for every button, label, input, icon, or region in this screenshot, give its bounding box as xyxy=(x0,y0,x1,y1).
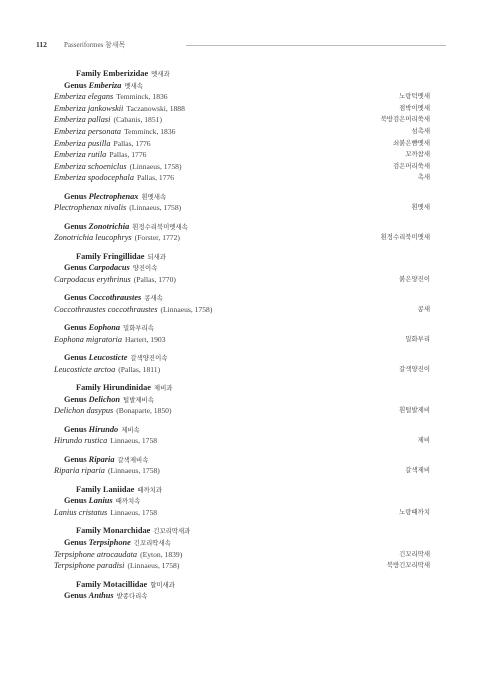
species-authority: (Pallas, 1811) xyxy=(118,364,161,374)
species-row xyxy=(54,149,430,161)
species-row xyxy=(54,364,430,376)
species-authority: Pallas, 1776 xyxy=(113,138,151,148)
species-scientific-name: Carpodacus erythrinus xyxy=(54,274,131,284)
genus-heading xyxy=(54,322,430,334)
genus-name: Terpsiphone xyxy=(88,537,131,547)
species-row xyxy=(54,274,430,286)
genus-korean-name: 제비속 xyxy=(121,425,140,434)
species-scientific-name: Delichon dasypus xyxy=(54,406,114,416)
family-name: Family Hirundinidae xyxy=(76,383,151,393)
genus-heading xyxy=(54,191,430,203)
family-heading xyxy=(54,251,430,263)
genus-korean-name: 밭종다리속 xyxy=(116,592,148,601)
section-spacer xyxy=(54,375,430,382)
genus-prefix: Genus xyxy=(64,591,89,601)
species-scientific-name: Emberiza personata xyxy=(54,126,122,136)
species-row xyxy=(54,126,430,138)
genus-korean-name: 털발제비속 xyxy=(123,395,154,404)
species-authority: (Pallas, 1770) xyxy=(133,274,176,284)
section-spacer xyxy=(54,214,430,221)
section-spacer xyxy=(54,417,430,424)
family-korean-name: 되새과 xyxy=(147,252,166,261)
species-row xyxy=(54,334,430,346)
species-row xyxy=(54,560,430,572)
species-korean-name: 흰털발제비 xyxy=(399,406,430,415)
genus-heading xyxy=(54,352,430,364)
genus-heading xyxy=(54,454,430,466)
family-name: Family Laniidae xyxy=(76,484,135,494)
section-spacer xyxy=(54,519,430,526)
section-spacer xyxy=(54,244,430,251)
genus-heading xyxy=(54,495,430,507)
species-korean-name: 북방검은머리쑥새 xyxy=(380,115,430,124)
species-authority: Pallas, 1776 xyxy=(109,150,147,160)
family-name: Family Fringillidae xyxy=(76,251,145,261)
species-korean-name: 붉은양진이 xyxy=(399,274,430,283)
species-scientific-name: Eophona migratoria xyxy=(54,334,122,344)
genus-name: Hirundo xyxy=(88,424,119,434)
genus-prefix: Genus xyxy=(64,263,89,273)
family-korean-name: 할미새과 xyxy=(150,580,175,589)
species-scientific-name: Emberiza elegans xyxy=(54,92,114,102)
species-scientific-name: Emberiza pusilla xyxy=(54,138,111,148)
genus-prefix: Genus xyxy=(64,221,89,231)
genus-heading xyxy=(54,80,430,92)
species-row xyxy=(54,232,430,244)
species-row xyxy=(54,202,430,214)
species-scientific-name: Plectrophenax nivalis xyxy=(54,203,127,213)
species-scientific-name: Riparia riparia xyxy=(54,466,105,476)
species-row xyxy=(54,114,430,126)
family-heading xyxy=(54,484,430,496)
genus-name: Eophona xyxy=(88,323,121,333)
genus-heading xyxy=(54,221,430,233)
genus-heading xyxy=(54,537,430,549)
species-row xyxy=(54,549,430,561)
family-korean-name: 제비과 xyxy=(153,384,173,393)
species-korean-name: 북방긴꼬리딱새 xyxy=(386,561,430,570)
genus-heading xyxy=(54,394,430,406)
species-korean-name: 쇠붉은뺨멧새 xyxy=(392,138,430,147)
species-korean-name: 점박이멧새 xyxy=(399,103,430,112)
genus-prefix: Genus xyxy=(64,293,89,303)
section-spacer xyxy=(54,447,430,454)
running-title: Passeriformes 참새목 xyxy=(64,41,126,49)
species-row xyxy=(54,465,430,477)
species-authority: (Linnaeus, 1758) xyxy=(160,304,213,314)
taxonomy-list xyxy=(54,68,430,602)
species-scientific-name: Emberiza pallasi xyxy=(54,115,111,125)
genus-korean-name: 멧새속 xyxy=(124,81,143,90)
species-authority: Linnaeus, 1758 xyxy=(110,507,158,517)
species-row xyxy=(54,172,430,184)
species-authority: (Cabanis, 1851) xyxy=(113,115,162,125)
species-authority: (Linnaeus, 1758) xyxy=(129,203,182,213)
section-spacer xyxy=(54,345,430,352)
species-korean-name: 흰멧새 xyxy=(411,203,430,212)
species-row xyxy=(54,304,430,316)
species-scientific-name: Lanius cristatus xyxy=(54,507,108,517)
species-scientific-name: Emberiza jankowskii xyxy=(54,103,124,113)
species-korean-name: 노랑턱멧새 xyxy=(399,92,430,101)
genus-korean-name: 흰멧새속 xyxy=(141,192,167,201)
page-number: 112 xyxy=(36,40,47,49)
genus-name: Lanius xyxy=(88,496,113,506)
genus-prefix: Genus xyxy=(64,537,89,547)
species-authority: Linnaeus, 1758 xyxy=(110,436,158,446)
species-korean-name: 흰정수리북미멧새 xyxy=(380,233,430,242)
section-spacer xyxy=(54,315,430,322)
species-authority: (Eyton, 1839) xyxy=(140,549,183,559)
family-korean-name: 때까치과 xyxy=(137,485,163,494)
genus-korean-name: 때까치속 xyxy=(115,497,141,506)
genus-korean-name: 양진이속 xyxy=(132,264,158,273)
section-spacer xyxy=(54,285,430,292)
family-heading xyxy=(54,579,430,591)
genus-name: Riparia xyxy=(88,454,115,464)
genus-heading xyxy=(54,292,430,304)
genus-name: Emberiza xyxy=(88,80,122,90)
species-scientific-name: Leucosticte arctoa xyxy=(54,364,116,374)
genus-name: Delichon xyxy=(88,394,121,404)
family-heading xyxy=(54,525,430,537)
family-korean-name: 긴꼬리딱새과 xyxy=(153,527,191,536)
species-korean-name: 콩새 xyxy=(417,304,430,313)
genus-heading xyxy=(54,590,430,602)
species-korean-name: 갈색제비 xyxy=(405,466,430,475)
genus-name: Leucosticte xyxy=(88,353,128,363)
species-row xyxy=(54,138,430,150)
species-scientific-name: Terpsiphone atrocaudata xyxy=(54,549,138,559)
species-row xyxy=(54,405,430,417)
genus-prefix: Genus xyxy=(64,323,89,333)
section-spacer xyxy=(54,184,430,191)
species-row xyxy=(54,161,430,173)
species-scientific-name: Hirundo rustica xyxy=(54,436,108,446)
genus-korean-name: 긴꼬리딱새속 xyxy=(133,538,171,547)
genus-heading xyxy=(54,262,430,274)
species-scientific-name: Emberiza rutila xyxy=(54,150,107,160)
genus-prefix: Genus xyxy=(64,496,89,506)
genus-prefix: Genus xyxy=(64,394,89,404)
genus-prefix: Genus xyxy=(64,353,89,363)
species-korean-name: 꼬까참새 xyxy=(405,150,430,159)
species-korean-name: 촉새 xyxy=(417,173,430,182)
genus-korean-name: 갈색제비속 xyxy=(117,455,149,464)
genus-korean-name: 콩새속 xyxy=(144,294,163,303)
family-name: Family Motacillidae xyxy=(76,579,148,589)
species-authority: (Forster, 1772) xyxy=(134,233,180,243)
species-korean-name: 갈색양진이 xyxy=(399,364,430,373)
species-authority: (Linnaeus, 1758) xyxy=(129,161,182,171)
family-korean-name: 멧새과 xyxy=(151,70,170,78)
header-rule xyxy=(186,45,446,46)
species-scientific-name: Emberiza schoeniclus xyxy=(54,161,127,171)
genus-korean-name: 밀화부리속 xyxy=(123,324,154,333)
species-korean-name: 검은머리쑥새 xyxy=(392,161,430,170)
genus-prefix: Genus xyxy=(64,191,89,201)
section-spacer xyxy=(54,572,430,579)
species-scientific-name: Terpsiphone paradisi xyxy=(54,561,125,571)
genus-prefix: Genus xyxy=(64,454,89,464)
family-heading xyxy=(54,382,430,394)
species-authority: (Bonaparte, 1850) xyxy=(116,406,172,416)
genus-name: Anthus xyxy=(88,591,114,601)
species-authority: Taczanowski, 1888 xyxy=(126,103,185,113)
species-row xyxy=(54,103,430,115)
species-korean-name: 제비 xyxy=(417,436,430,445)
species-scientific-name: Coccothraustes coccothraustes xyxy=(54,304,158,314)
genus-korean-name: 흰정수리북미멧새속 xyxy=(132,222,188,231)
genus-prefix: Genus xyxy=(64,80,89,90)
species-authority: Temminck, 1836 xyxy=(124,126,176,136)
family-name: Family Emberizidae xyxy=(76,69,149,78)
species-row xyxy=(54,507,430,519)
species-korean-name: 섬촉새 xyxy=(411,126,430,135)
species-scientific-name: Emberiza spodocephala xyxy=(54,173,134,183)
family-name: Family Monarchidae xyxy=(76,526,151,536)
species-korean-name: 긴꼬리딱새 xyxy=(399,549,430,558)
species-authority: Pallas, 1776 xyxy=(136,173,175,183)
genus-name: Carpodacus xyxy=(88,263,130,273)
genus-name: Coccothraustes xyxy=(88,293,142,303)
species-authority: (Linnaeus, 1758) xyxy=(107,466,160,476)
species-row xyxy=(54,91,430,103)
genus-heading xyxy=(54,424,430,436)
species-row xyxy=(54,435,430,447)
family-heading xyxy=(54,68,430,80)
section-spacer xyxy=(54,477,430,484)
species-authority: Temminck, 1836 xyxy=(116,92,168,102)
page-header xyxy=(36,40,446,50)
genus-name: Zonotrichia xyxy=(88,221,130,231)
species-authority: Hartert, 1903 xyxy=(125,334,166,344)
genus-korean-name: 갈색양진이속 xyxy=(130,354,168,363)
species-scientific-name: Zonotrichia leucophrys xyxy=(54,233,132,243)
genus-prefix: Genus xyxy=(64,424,89,434)
species-authority: (Linnaeus, 1758) xyxy=(127,561,180,571)
genus-name: Plectrophenax xyxy=(88,191,139,201)
species-korean-name: 노랑때까치 xyxy=(399,507,430,516)
species-korean-name: 밀화부리 xyxy=(405,334,430,343)
